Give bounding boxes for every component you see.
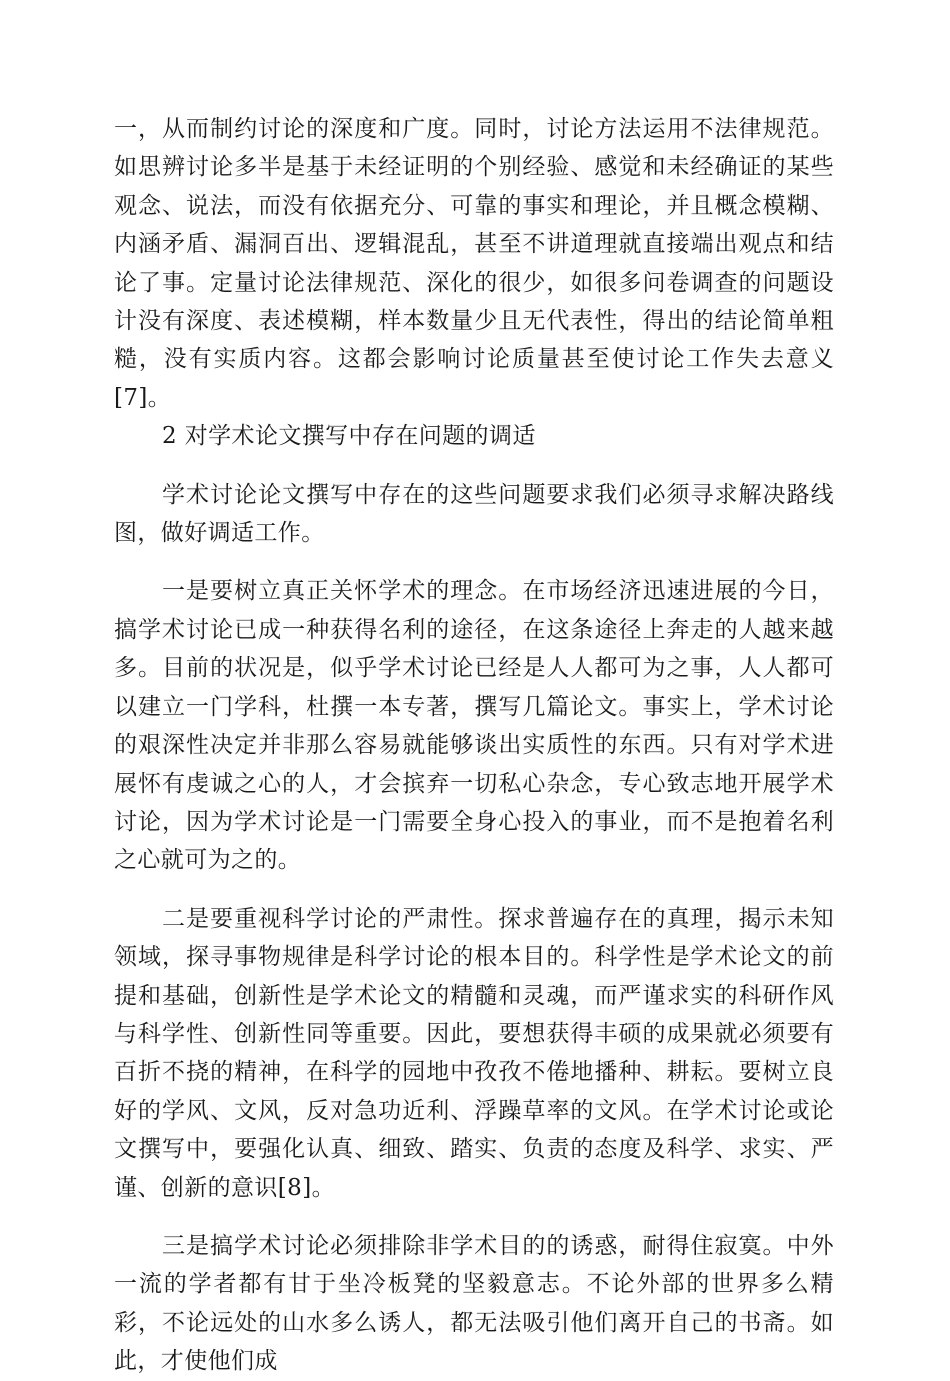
paragraph-point-one: 一是要树立真正关怀学术的理念。在市场经济迅速进展的今日，搞学术讨论已成一种获得名利的途径，在这条途径上奔走的人越来越多。目前的状况是，似乎学术讨论已经是人人都可为之事，人人都可以建立一门学科，杜撰一本专著，撰写几篇论文。事实上，学术讨论的艰深性决定并非那么容易就能够谈出实质性的东西。只有对学术进展怀有虔诚之心的人，才会摈弃一切私心杂念，专心致志地开展学术讨论，因为学术讨论是一门需要全身心投入的事业，而不是抱着名利之心就可为之的。 bbox=[114, 578, 834, 874]
document-page bbox=[114, 110, 834, 1381]
paragraph-continuation: 一，从而制约讨论的深度和广度。同时，讨论方法运用不法律规范。如思辨讨论多半是基于未经证明的个别经验、感觉和未经确证的某些观念、说法，而没有依据充分、可靠的事实和理论，并且概念模糊、内涵矛盾、漏洞百出、逻辑混乱，甚至不讲道理就直接端出观点和结论了事。定量讨论法律规范、深化的很少，如很多问卷调查的问题设计没有深度、表述模糊，样本数量少且无代表性，得出的结论简单粗糙，没有实质内容。这都会影响讨论质量甚至使讨论工作失去意义[7]。 bbox=[114, 116, 834, 411]
paragraph-point-three: 三是搞学术讨论必须排除非学术目的的诱惑，耐得住寂寞。中外一流的学者都有甘于坐冷板凳的坚毅意志。不论外部的世界多么精彩，不论远处的山水多么诱人，都无法吸引他们离开自己的书斋。如此，才使他们成 bbox=[114, 1232, 834, 1375]
paragraph-point-two: 二是要重视科学讨论的严肃性。探求普遍存在的真理，揭示未知领域，探寻事物规律是科学讨论的根本目的。科学性是学术论文的前提和基础，创新性是学术论文的精髓和灵魂，而严谨求实的科研作风与科学性、创新性同等重要。因此，要想获得丰硕的成果就必须要有百折不挠的精神，在科学的园地中孜孜不倦地播种、耕耘。要树立良好的学风、文风，反对急功近利、浮躁草率的文风。在学术讨论或论文撰写中，要强化认真、细致、踏实、负责的态度及科学、求实、严谨、创新的意识[8]。 bbox=[114, 905, 834, 1201]
section-heading: 2 对学术论文撰写中存在问题的调适 bbox=[162, 423, 536, 450]
paragraph-intro: 学术讨论论文撰写中存在的这些问题要求我们必须寻求解决路线图，做好调适工作。 bbox=[114, 481, 834, 547]
